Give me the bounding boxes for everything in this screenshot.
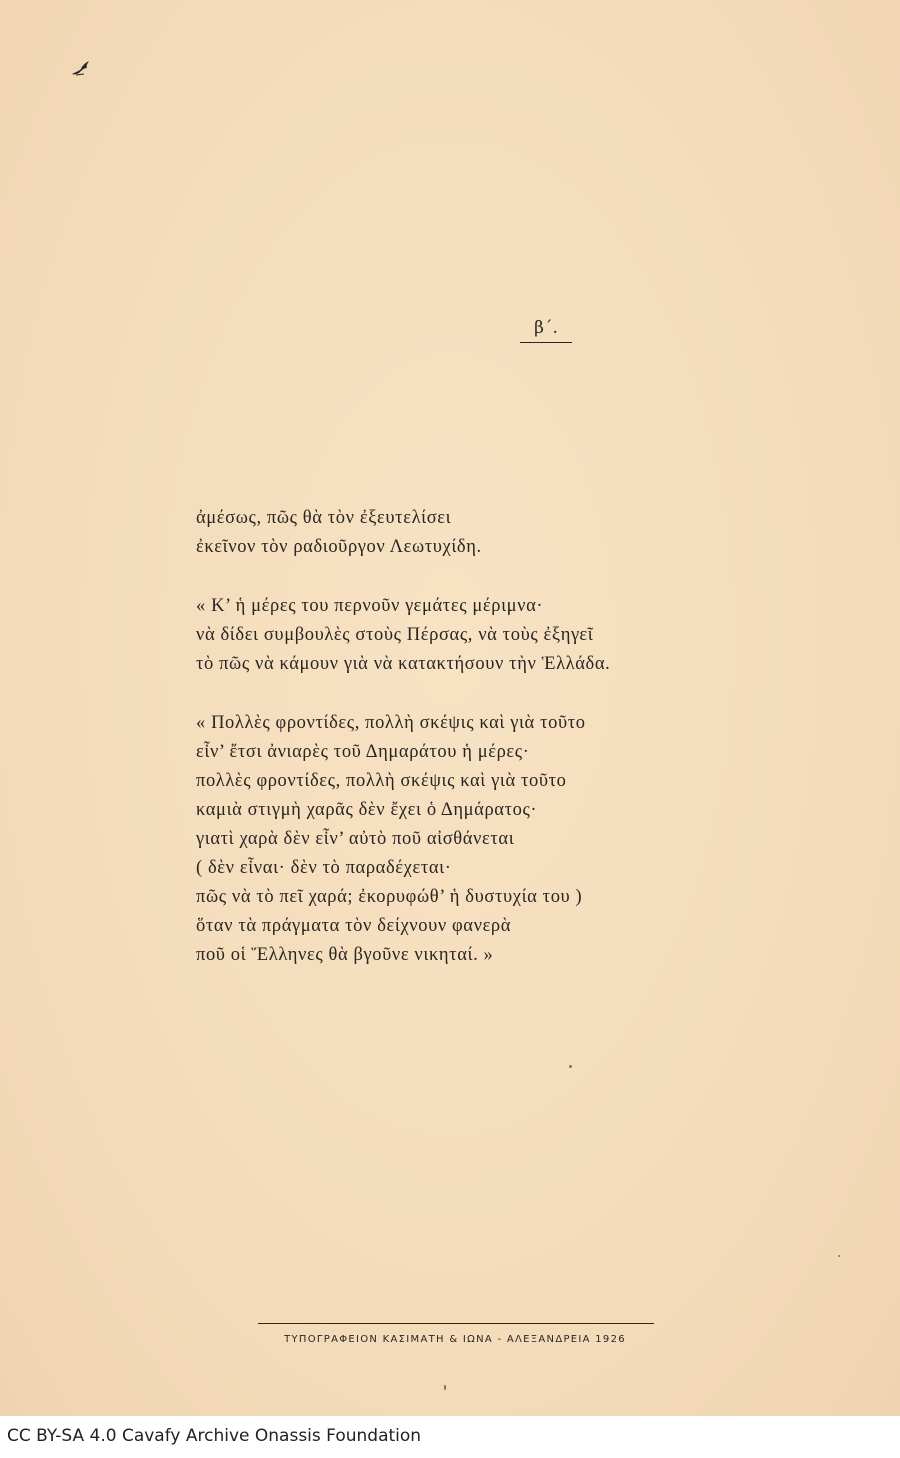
poem-line: νὰ δίδει συμβουλὲς στοὺς Πέρσας, νὰ τοὺς ἐξηγεῖ (196, 625, 594, 645)
poem-line: πῶς νὰ τὸ πεῖ χαρά; ἐκορυφώθ’ ἡ δυστυχία του ) (196, 887, 583, 907)
poem-line: τὸ πῶς νὰ κάμουν γιὰ νὰ κατακτήσουν τὴν Ἑλλάδα. (196, 654, 611, 674)
license-credit: CC BY-SA 4.0 Cavafy Archive Onassis Foundation (7, 1426, 422, 1446)
printer-imprint: ΤΥΠΟΓΡΑΦΕΙΟΝ ΚΑΣΙΜΑΤΗ & ΙΩΝΑ - ΑΛΕΞΑΝΔΡΕΙΑ 1926 (284, 1334, 626, 1345)
poem-line: ἐκεῖνον τὸν ραδιοῦργον Λεωτυχίδη. (196, 537, 482, 557)
paper-speck (838, 1255, 840, 1257)
poem-line: πολλὲς φροντίδες, πολλὴ σκέψις καὶ γιὰ τοῦτο (196, 771, 567, 791)
poem-line: ὅταν τὰ πράγματα τὸν δείχνουν φανερὰ (196, 916, 512, 936)
paper-speck (444, 1385, 446, 1390)
poem-line: « Κ’ ἡ μέρες του περνοῦν γεμάτες μέριμνα· (196, 596, 544, 616)
credit-footer (0, 1416, 900, 1458)
ink-blot-mark (70, 58, 94, 78)
stanza (196, 709, 796, 970)
poem-line: ( δὲν εἶναι· δὲν τὸ παραδέχεται· (196, 858, 452, 878)
poem-line: « Πολλὲς φροντίδες, πολλὴ σκέψις καὶ γιὰ τοῦτο (196, 713, 586, 733)
section-number: β΄. (520, 318, 572, 343)
stanza (196, 592, 796, 679)
poem-line: γιατὶ χαρὰ δὲν εἶν’ αὐτὸ ποῦ αἰσθάνεται (196, 829, 515, 849)
paper-speck (569, 1065, 572, 1068)
poem-line: ποῦ οἱ Ἕλληνες θὰ βγοῦνε νικηταί. » (196, 945, 494, 965)
poem-line: καμιὰ στιγμὴ χαρᾶς δὲν ἔχει ὁ Δημάρατος· (196, 800, 538, 820)
stanza (196, 504, 796, 562)
imprint-rule (258, 1323, 654, 1324)
poem-text (196, 504, 796, 1000)
poem-line: ἀμέσως, πῶς θὰ τὸν ἐξευτελίσει (196, 508, 452, 528)
poem-line: εἶν’ ἔτσι ἀνιαρὲς τοῦ Δημαράτου ἡ μέρες· (196, 742, 530, 762)
